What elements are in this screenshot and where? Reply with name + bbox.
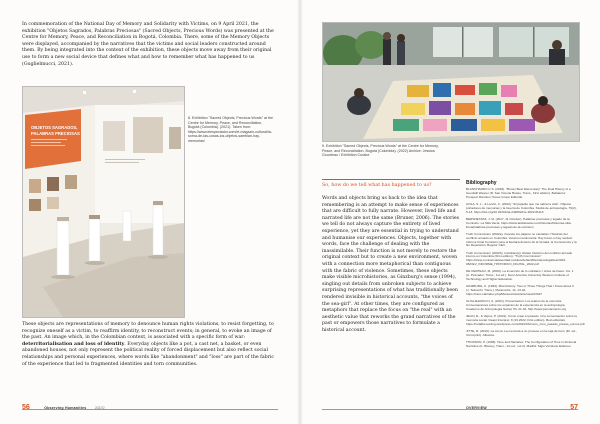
footer-rule-right [322,409,578,410]
bib-entry: Truth Commission (2022a). Cuando los pájaros no cantaban: Historias del conflicto armado en Colombia. Volumen testimonial. Hay futuro si hay verdad: Informe Final Comisión para el Esclarecimiento de la Verdad, la Convivencia y la No Repetición. Bogotá: CEV. [466,231,577,248]
main-paragraph-pre: These objects are representations of memory to denounce human rights violations, to resist forgetting, to recognize oneself as a victim, to reaffirm identity, to reconstruct events; in general, to evoke an image of the past. An image which, in the Colombian context, is associated with a specific form of war: [22,322,274,341]
bib-entry: GINZBURG, C. (1994). Microhistory: Two or Three Things That I Know about It (J. Tedeschi, Trans.). Manuscrits, 12, 13-42. https://raco.cat/index.php/Manuscrits/article/view/23327 [466,284,574,297]
footer-left [22,396,105,414]
bib-entry: Truth Commission (2022b). Invisibles(s): Relato histórico del conflicto armado interno en Colombia (First edition). "Truth Commission" https://www.comisiondelaverdad.co/sites/default/files/descargables/2022-08/CEV_INFORME_HISTORICO_DIGITAL_2022.pdf [466,250,573,267]
footer-section-right [466,396,487,414]
bib-entry: DE CERTEAU, M. (2000). La invención de lo cotidiano I. Artes de hacer. Vol. 1 (A. Pescador, Trans.; 1st ed.). Ibero América University Western Institute of Technology and Higher Education. [466,269,574,282]
bib-entry: JITTE, R. (2019). La curva: La memoria a un proceso en la caja de Foro (Dr. ed., 3rd reprint). Albatros. [466,328,577,337]
bib-entry: JELIN, E., & Vapos, P. (2021). Cómo crear el pasado. Una conversación sobre la memoria social. Deapt Interpret: 8 (19 2022, First edition). Bed editorials. https://redalbe.testing.wordpress.com/2021/03/como_creo_pasado_presas_ecmos.pdf [466,314,585,326]
bib-entry: GUGLIELMUCCI, A. (2021). Presentación: Los teatros de la memoria: Conversaciones sobre los espacios de la experiencia en la antropología. Cuaderno de Antropología Social, 53, 21-32. http://www.pensamiento.org [466,299,567,311]
bib-entry: BLANCHARDO C.S. (2018). "Brown Bear Elementary" The Dual History of a Goodwill Wearer (R. San Vicente Brasio, Trans., First edition). Bellaterra: Prospect Random House Grupo Editorial. [466,187,571,199]
workshop-photo-illustration [323,23,579,141]
section-label-left: Observing Humanities [44,406,87,410]
main-paragraph [22,322,276,368]
section-label-right: OVERVIEW [466,406,487,410]
exhibition-photo [22,86,185,318]
right-main-paragraph: Words and objects bring us back to the idea that remembering is an attempt to make sense of experiences that are difficult to fully narrate. However, lived life and narrated life are not the same (Bruner, 2006). The stories we tell do not always capture the entirety of lived experience, yet they are essential in trying to understand and humanise our experiences. Objects, together with words, face the challenge of dealing with the inassimilable. Their function is not merely to restore the original context but to create a new environment, woven with a connection more metaphorical than contiguous with the fabric of violence. Sometimes, these objects make visible microhistories, as Ginzburg's sense (1994), singling out details from unbroken subjects to achieve surprising representations of what has traditionally been rendered invisible in historical accounts, "the voices of the sea-girl". At other times, they are configured as metaphors that replace the focus on "the real" with an aesthetic value that reworks the grand narratives of the past or empowers those narratives to formulate a historical account. [322,196,460,333]
bib-entry: AVILA, S. L., & Lanzic, C. (2022). "El papelito que me sabía la vida". Objetos portadores de memorias y la Guerra de Colombia. Studia de antropología, 76(2), 5-13. https://doi.org/10.22201/iia.24486221e.2022.81115 [466,201,577,214]
figure-9-caption: 9. Exhibition "Sacred Objects, Precious Words" at the Centre for Memory, Peace, and Reconciliation, Bogotá (Colombia). (2022) Archive: Jessica Goudreau / Exhibition Curator [322,144,439,158]
right-page [300,0,600,424]
bib-entry: BERSNETAINI, J. M. (2017, 11 October). Palabras preciosas y legado de la Comisión. La Silla Vacía. https://www.lasillavacia.com/historias/historias-silla-llena/palabras-preciosas-y-legado-de-la-comision [466,216,572,229]
bib-entry: THOSSON, P. (1998). Time and Narrative: The Configuration of Time in Fictional Narrative (K. Blamey, Trans.; 1st ed., vol 2). Madrid: Siglo Veintiuno Editores. [466,339,577,348]
wall-text-line1: OBJETOS SAGRADOS, [31,125,78,130]
main-paragraph-post: . Everyday objects like a pot, a cast net, a basket, or even abandoned houses, not only represent the political reality of forced displacement but also reflect social relationships and personal experiences, where words like "abandonment" and "loss" are part of the fabric of the experience that led to fragmented identities and torn communities. [22,341,275,367]
issue-label: 2022/2 [94,406,105,410]
spine-gutter [297,0,303,424]
footer-right [570,396,578,414]
bibliography-list [466,187,585,352]
intro-paragraph: In commemoration of the National Day of Memory and Solidarity with Victims, on 9 April 2021, the exhibition "Objetos Sagrados, Palabras Preciosas" (Sacred Objects, Precious Words) was presented at the Centre for Memory, Peace, and Reconciliation in Bogotá, Colombia. There, some of the Memory Objects were displayed, accompanied by the narratives that the victims and social leaders constructed around them. By being integrated into the context of the exhibition, these objects move away from their original use to form a new social device that defines what and how to remember what has happened to us (Guglielmucci, 2021). [22,22,274,67]
figure-8-caption: 8. Exhibition "Sacred Objects, Precious Words" at the Centre for Memory, Peace, and Reconciliation, Bogotá (Colombia). (2021). Taken from: https://www.elespectador.com/el-magazin-cultural/la-sorna-de-las-cosas-los-objetos-sambian-hay-memorias/ [188,116,273,143]
section-heading: So, how do we tell what has happened to us? [322,183,432,188]
workshop-photo [322,22,580,142]
heading-rule [322,179,460,180]
main-paragraph-bold: deterritorialisation and loss of identity [22,341,125,347]
exhibition-photo-illustration [23,87,184,317]
page-number-right: 57 [570,404,578,411]
page-number-left: 56 [22,404,30,411]
bibliography-title: Bibliography [466,180,497,186]
wall-text-line2: PALABRAS PRECIOSAS [31,131,80,136]
